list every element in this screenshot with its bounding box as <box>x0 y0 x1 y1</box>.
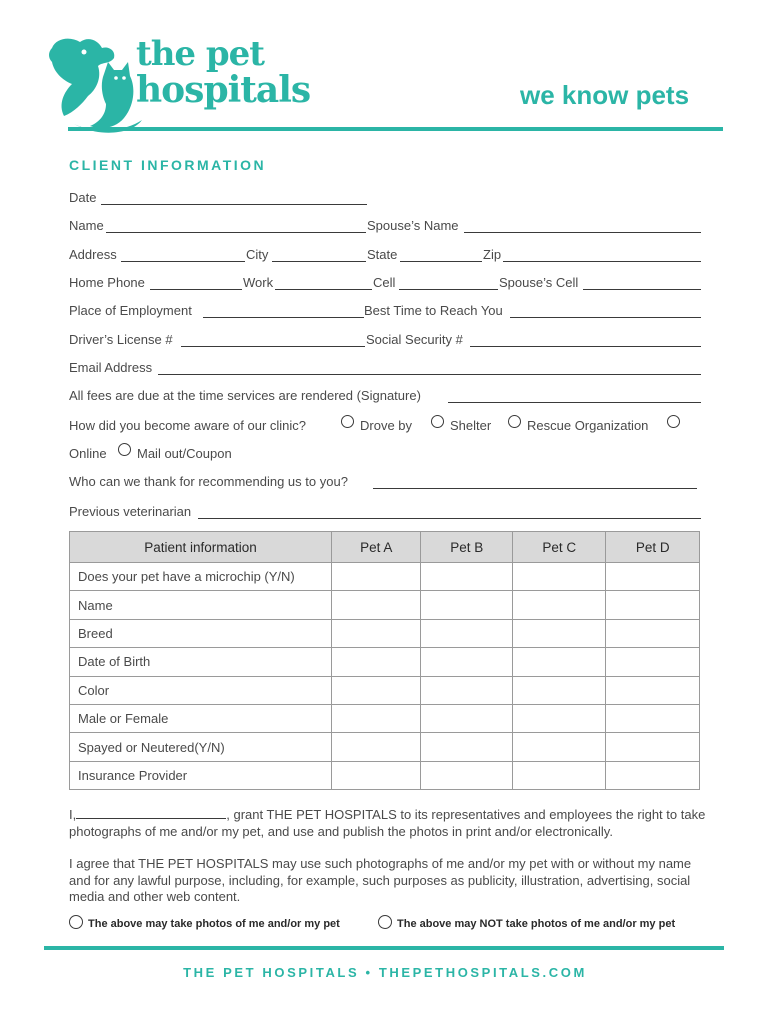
row-label: Date of Birth <box>70 648 332 676</box>
table-cell[interactable] <box>332 676 421 704</box>
table-cell[interactable] <box>513 733 606 761</box>
radio-mailout[interactable] <box>118 443 131 456</box>
thank-label: Who can we thank for recommending us to you? <box>69 474 348 489</box>
ssn-field[interactable] <box>470 346 701 347</box>
dog-cat-logo-icon <box>44 34 144 134</box>
table-row <box>70 619 700 647</box>
best-time-field[interactable] <box>510 317 701 318</box>
email-label: Email Address <box>69 360 153 375</box>
row-label: Color <box>70 676 332 704</box>
table-row <box>70 563 700 591</box>
logo-line2: hospitals <box>136 69 311 111</box>
table-cell[interactable] <box>332 704 421 732</box>
cell-label: Cell <box>373 275 396 290</box>
employment-field[interactable] <box>203 317 364 318</box>
fees-label: All fees are due at the time services are rendered (Signature) <box>69 388 421 403</box>
table-cell[interactable] <box>332 648 421 676</box>
table-cell[interactable] <box>421 563 513 591</box>
state-label: State <box>367 247 398 262</box>
state-field[interactable] <box>400 261 482 262</box>
table-cell[interactable] <box>606 648 700 676</box>
table-cell[interactable] <box>332 761 421 789</box>
license-field[interactable] <box>181 346 365 347</box>
cell-field[interactable] <box>399 289 498 290</box>
prev-vet-label: Previous veterinarian <box>69 504 192 519</box>
employment-label: Place of Employment <box>69 303 192 318</box>
header-divider <box>68 127 723 131</box>
table-row <box>70 733 700 761</box>
work-label: Work <box>243 275 274 290</box>
table-cell[interactable] <box>332 733 421 761</box>
address-field[interactable] <box>121 261 245 262</box>
row-label: Name <box>70 591 332 619</box>
table-cell[interactable] <box>332 591 421 619</box>
ssn-label: Social Security # <box>366 332 463 347</box>
section-title: CLIENT INFORMATION <box>69 157 267 173</box>
table-cell[interactable] <box>421 733 513 761</box>
table-cell[interactable] <box>513 761 606 789</box>
table-cell[interactable] <box>513 676 606 704</box>
table-cell[interactable] <box>421 591 513 619</box>
table-cell[interactable] <box>606 704 700 732</box>
patient-table <box>69 531 700 790</box>
tagline: we know pets <box>520 80 690 110</box>
header-pet-a: Pet A <box>332 532 421 563</box>
home-phone-label: Home Phone <box>69 275 145 290</box>
spouse-name-field[interactable] <box>464 232 701 233</box>
row-label: Breed <box>70 619 332 647</box>
home-phone-field[interactable] <box>150 289 242 290</box>
header-pet-d: Pet D <box>606 532 700 563</box>
radio-online[interactable] <box>667 415 680 428</box>
date-field[interactable] <box>101 204 367 205</box>
thank-field[interactable] <box>373 488 697 489</box>
city-field[interactable] <box>272 261 366 262</box>
prev-vet-field[interactable] <box>198 518 701 519</box>
table-cell[interactable] <box>421 676 513 704</box>
consent-paragraph-1 <box>69 807 709 840</box>
table-cell[interactable] <box>421 761 513 789</box>
radio-shelter[interactable] <box>431 415 444 428</box>
city-label: City <box>246 247 269 262</box>
option-online: Online <box>69 446 107 461</box>
spouse-name-label: Spouse’s Name <box>367 218 459 233</box>
table-cell[interactable] <box>513 591 606 619</box>
table-cell[interactable] <box>513 704 606 732</box>
logo-wordmark <box>136 34 311 111</box>
spouse-cell-field[interactable] <box>583 289 701 290</box>
table-cell[interactable] <box>606 676 700 704</box>
table-row <box>70 648 700 676</box>
footer-divider <box>44 946 724 950</box>
row-label: Insurance Provider <box>70 761 332 789</box>
logo <box>44 34 324 134</box>
option-may-not-take-photos: The above may NOT take photos of me and/or my pet <box>397 918 676 930</box>
name-field[interactable] <box>106 232 366 233</box>
signature-field[interactable] <box>448 402 701 403</box>
radio-rescue[interactable] <box>508 415 521 428</box>
option-mailout: Mail out/Coupon <box>137 446 232 461</box>
header-pet-b: Pet B <box>421 532 513 563</box>
table-cell[interactable] <box>332 619 421 647</box>
table-cell[interactable] <box>421 619 513 647</box>
option-drove-by: Drove by <box>360 418 413 433</box>
header-patient-info: Patient information <box>70 532 332 563</box>
row-label: Male or Female <box>70 704 332 732</box>
table-cell[interactable] <box>332 563 421 591</box>
table-header-row <box>70 532 700 563</box>
table-cell[interactable] <box>606 761 700 789</box>
header-pet-c: Pet C <box>513 532 606 563</box>
row-label: Does your pet have a microchip (Y/N) <box>70 563 332 591</box>
aware-label: How did you become aware of our clinic? <box>69 418 307 433</box>
table-cell[interactable] <box>421 648 513 676</box>
date-label: Date <box>69 190 97 205</box>
radio-may-take-photos[interactable] <box>69 915 83 929</box>
consent-text: , grant THE PET HOSPITALS to its representatives and employees the right to take photographs of me and/or my pet, and use and publish the photos in print and/or electronically. <box>69 807 706 839</box>
consent-paragraph-2: I agree that THE PET HOSPITALS may use such photographs of me and/or my pet with or without my name and for any lawful purpose, including, for example, such purposes as publicity, illustration, advertising, social media and other web content. <box>69 856 692 904</box>
zip-field[interactable] <box>503 261 701 262</box>
table-cell[interactable] <box>513 648 606 676</box>
option-may-take-photos: The above may take photos of me and/or my pet <box>88 918 340 930</box>
name-label: Name <box>69 218 104 233</box>
spouse-cell-label: Spouse’s Cell <box>499 275 579 290</box>
table-cell[interactable] <box>606 619 700 647</box>
table-row <box>70 676 700 704</box>
consent-name-field[interactable] <box>76 807 226 819</box>
radio-drove-by[interactable] <box>341 415 354 428</box>
license-label: Driver’s License # <box>69 332 173 347</box>
table-cell[interactable] <box>513 619 606 647</box>
radio-may-not-take-photos[interactable] <box>378 915 392 929</box>
work-field[interactable] <box>275 289 372 290</box>
table-cell[interactable] <box>606 591 700 619</box>
best-time-label: Best Time to Reach You <box>364 303 503 318</box>
footer: THE PET HOSPITALS • THEPETHOSPITALS.COM <box>183 965 587 980</box>
consent-prefix: I, <box>69 807 77 822</box>
table-row <box>70 704 700 732</box>
table-cell[interactable] <box>513 563 606 591</box>
table-row <box>70 591 700 619</box>
table-cell[interactable] <box>421 704 513 732</box>
table-cell[interactable] <box>606 733 700 761</box>
table-row <box>70 761 700 789</box>
email-field[interactable] <box>158 374 701 375</box>
option-shelter: Shelter <box>450 418 492 433</box>
zip-label: Zip <box>483 247 502 262</box>
row-label: Spayed or Neutered(Y/N) <box>70 733 332 761</box>
table-cell[interactable] <box>606 563 700 591</box>
option-rescue: Rescue Organization <box>527 418 649 433</box>
address-label: Address <box>69 247 117 262</box>
logo-line1: the pet <box>136 34 265 74</box>
